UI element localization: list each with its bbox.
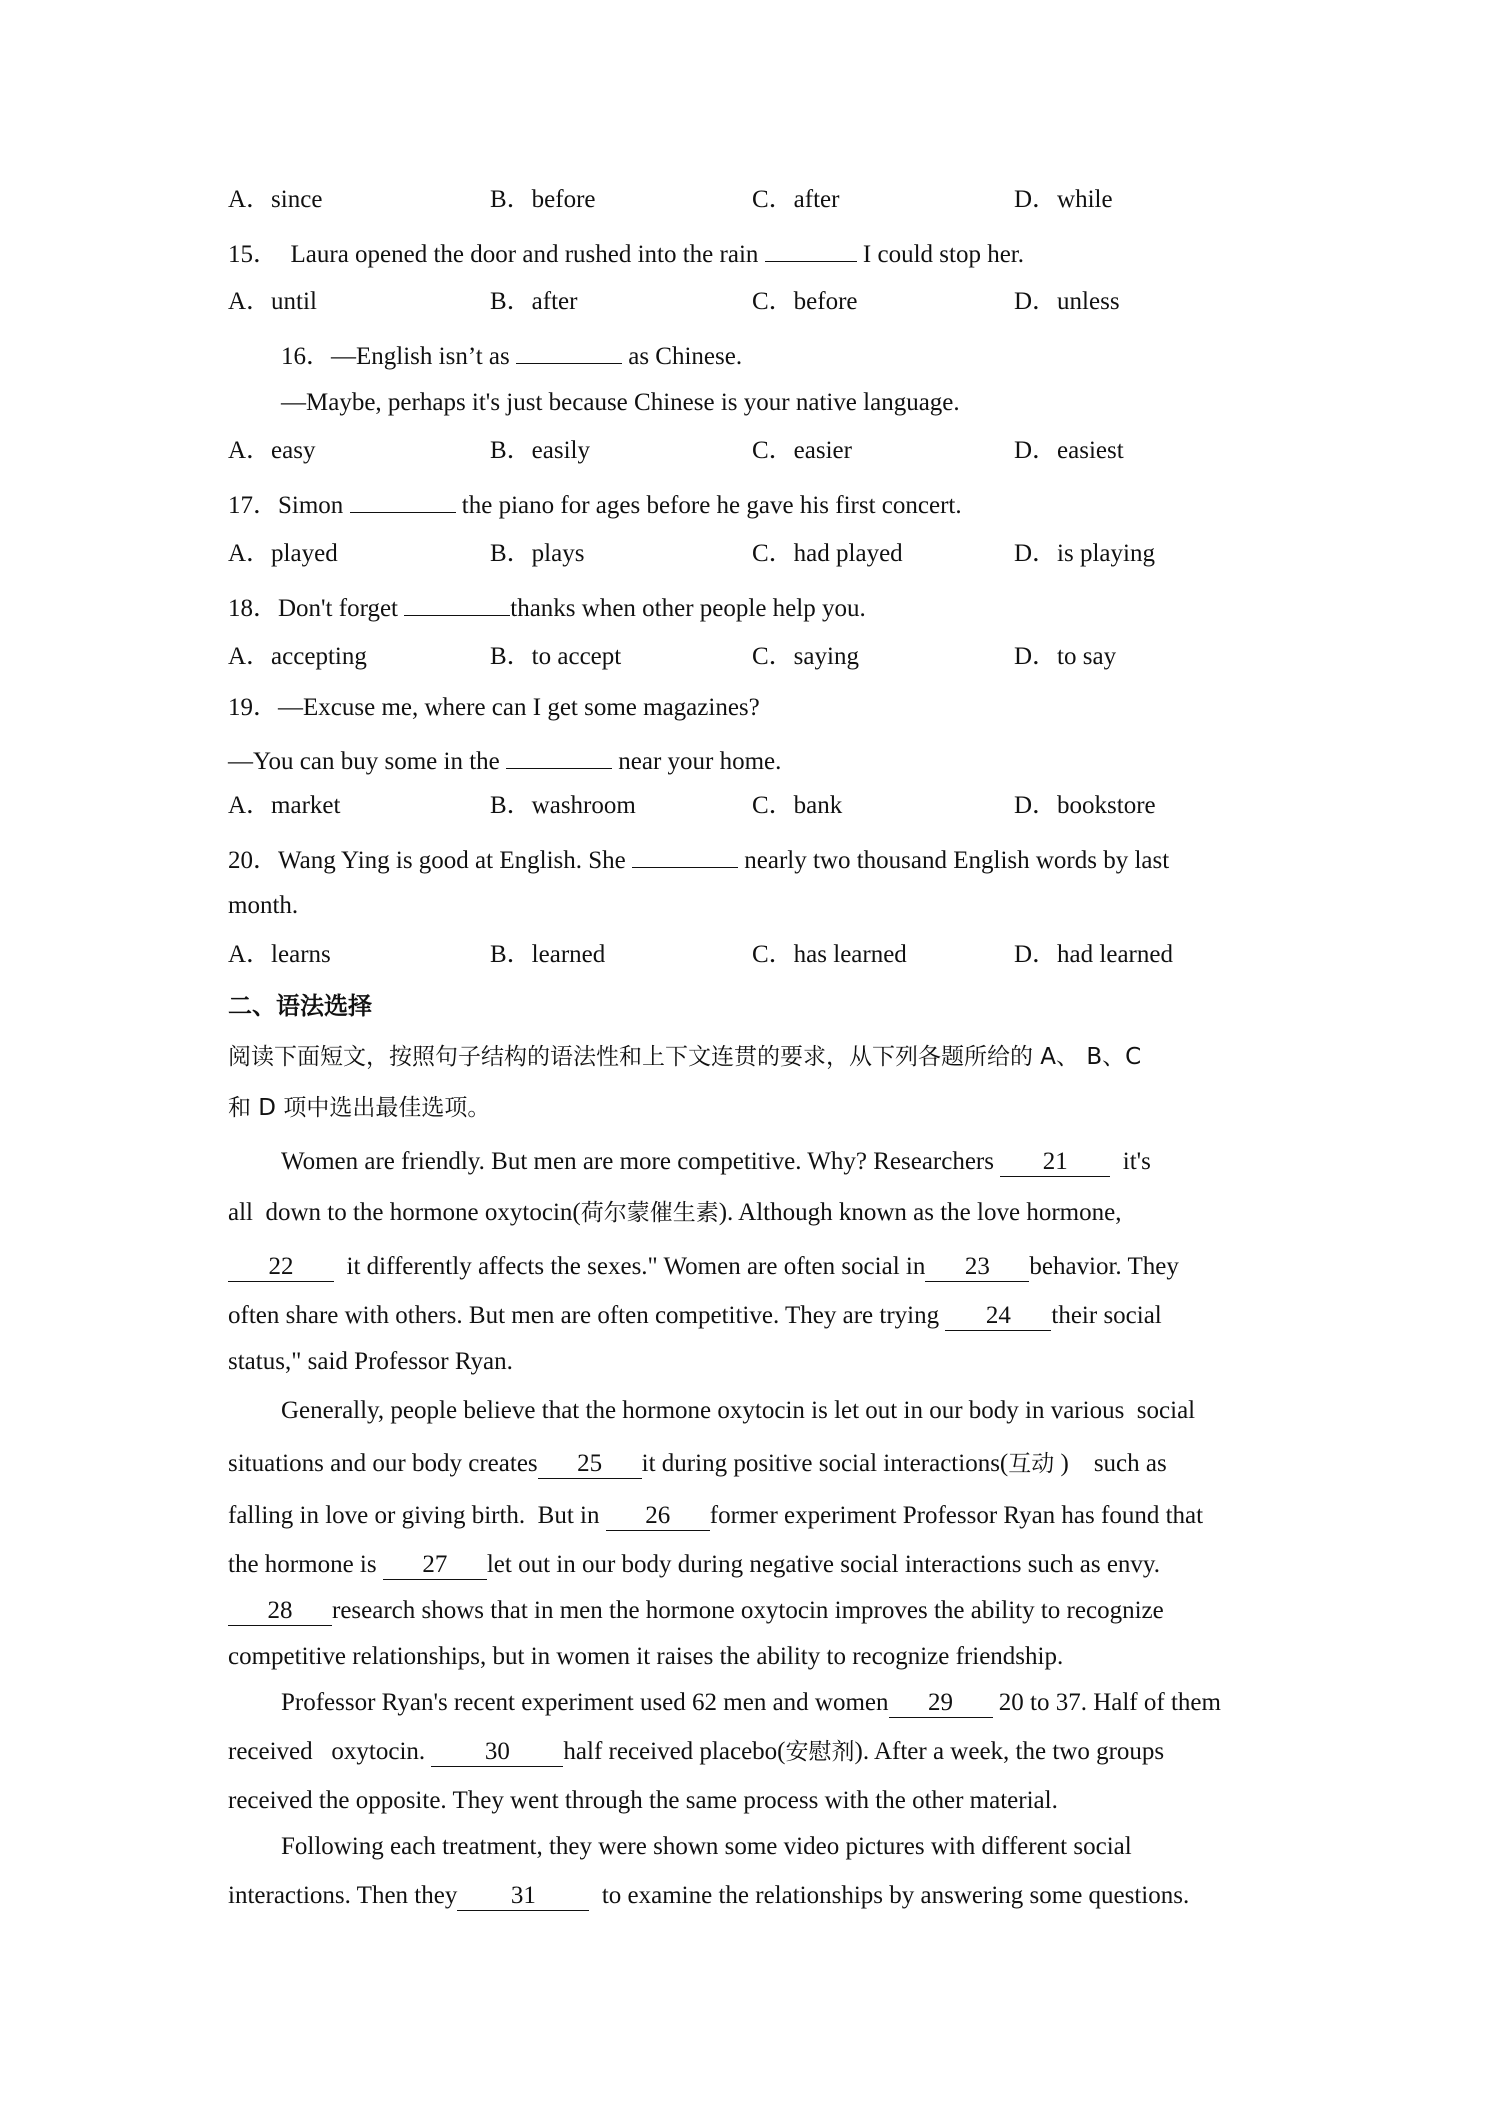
q14-option-b: B．before	[490, 186, 596, 213]
q17-option-b: B．plays	[490, 540, 585, 567]
passage-p1-line-5: status," said Professor Ryan.	[228, 1348, 513, 1375]
blank-25: 25	[538, 1452, 642, 1479]
q18-text-post: thanks when other people help you.	[510, 595, 866, 622]
passage-p3-line-1	[281, 1687, 1221, 1719]
section-instruction-line-1: 阅读下面短文，按照句子结构的语法性和上下文连贯的要求，从下列各题所给的 A、 B、C	[228, 1044, 1142, 1070]
passage-p1-line-2	[228, 1197, 1121, 1229]
passage-p2-line-6: competitive relationships, but in women it raises the ability to recognize friendship.	[228, 1643, 1064, 1670]
q20-option-a: A．learns	[228, 941, 331, 968]
passage-text: research shows that in men the hormone oxytocin improves the ability to recognize	[332, 1597, 1164, 1624]
blank-23: 23	[925, 1255, 1029, 1282]
q19-text-pre: —You can buy some in the	[228, 748, 507, 775]
passage-p2-line-5	[228, 1595, 1164, 1627]
passage-text: it differently affects the sexes." Women are often social in	[334, 1253, 926, 1280]
passage-text: the hormone is	[228, 1551, 383, 1578]
q19-option-c: C．bank	[752, 792, 843, 819]
passage-text: ). After a week, the two groups	[854, 1738, 1165, 1765]
q20-text-post: nearly two thousand English words by last	[738, 847, 1170, 874]
q16-text-pre: 16．—English isn’t as	[281, 343, 516, 370]
q17-text-pre: 17．Simon	[228, 492, 350, 519]
q17-option-c: C．had played	[752, 540, 903, 567]
q15-option-d: D．unless	[1014, 288, 1120, 315]
passage-text: former experiment Professor Ryan has found that	[709, 1502, 1204, 1529]
section-instruction-line-2: 和 D 项中选出最佳选项。	[228, 1095, 491, 1121]
passage-p2-line-3	[228, 1500, 1203, 1532]
blank-30: 30	[431, 1740, 563, 1767]
q15-option-b: B．after	[490, 288, 578, 315]
q17-text-post: the piano for ages before he gave his first concert.	[455, 492, 962, 519]
passage-text: half received placebo(	[563, 1738, 786, 1765]
q16-option-d: D．easiest	[1014, 437, 1124, 464]
q17-option-a: A．played	[228, 540, 338, 567]
passage-p1-line-4	[228, 1300, 1162, 1332]
q18-option-b: B．to accept	[490, 643, 622, 670]
passage-text: situations and our body creates	[228, 1450, 538, 1477]
passage-p2-line-1: Generally, people believe that the hormone oxytocin is let out in our body in various social	[281, 1397, 1196, 1424]
passage-text: behavior. They	[1029, 1253, 1179, 1280]
passage-text: received oxytocin.	[228, 1738, 432, 1765]
passage-text: 20 to 37. Half of them	[992, 1689, 1221, 1716]
blank-29: 29	[889, 1691, 993, 1718]
q16-reply: —Maybe, perhaps it's just because Chinese is your native language.	[281, 389, 960, 416]
q20-option-b: B．learned	[490, 941, 606, 968]
passage-text: Professor Ryan's recent experiment used 62 men and women	[281, 1689, 889, 1716]
passage-text: let out in our body during negative social interactions such as envy.	[486, 1551, 1161, 1578]
passage-p2-line-4	[228, 1549, 1160, 1581]
passage-chinese-gloss: 荷尔蒙催生素	[580, 1200, 719, 1226]
passage-p3-line-2	[228, 1736, 1164, 1768]
passage-p2-line-2	[228, 1448, 1167, 1480]
q20-line-2: month.	[228, 892, 299, 919]
q19-blank	[506, 742, 612, 769]
passage-p1-line-3	[228, 1251, 1179, 1283]
q15-text-pre: 15． Laura opened the door and rushed into the rain	[228, 241, 765, 268]
question-16	[281, 337, 742, 373]
passage-text: falling in love or giving birth. But in	[228, 1502, 606, 1529]
q20-text-pre: 20．Wang Ying is good at English. She	[228, 847, 632, 874]
question-20	[228, 841, 1169, 877]
section-heading: 二、语法选择	[228, 992, 372, 1020]
blank-21: 21	[1000, 1150, 1110, 1177]
q15-option-c: C．before	[752, 288, 858, 315]
q19-reply	[228, 742, 781, 778]
passage-text: often share with others. But men are often competitive. They are trying	[228, 1302, 946, 1329]
q14-option-a: A．since	[228, 186, 323, 213]
passage-text: interactions. Then they	[228, 1882, 458, 1909]
q16-option-b: B．easily	[490, 437, 590, 464]
blank-26: 26	[606, 1504, 710, 1531]
q14-option-c: C．after	[752, 186, 840, 213]
question-17	[228, 486, 962, 522]
q17-option-d: D．is playing	[1014, 540, 1155, 567]
q18-blank	[404, 589, 510, 616]
question-18	[228, 589, 866, 625]
q15-text-post: I could stop her.	[856, 241, 1024, 268]
q18-option-c: C．saying	[752, 643, 859, 670]
passage-text: to examine the relationships by answering some questions.	[589, 1882, 1190, 1909]
blank-27: 27	[383, 1553, 487, 1580]
passage-p1-line-1	[281, 1146, 1151, 1178]
q18-option-a: A．accepting	[228, 643, 367, 670]
q16-option-c: C．easier	[752, 437, 852, 464]
passage-p3-line-3: received the opposite. They went through the same process with the other material.	[228, 1787, 1058, 1814]
question-19: 19．—Excuse me, where can I get some magazines?	[228, 694, 760, 721]
passage-text: Women are friendly. But men are more competitive. Why? Researchers	[281, 1148, 1001, 1175]
passage-p4-line-1: Following each treatment, they were shown some video pictures with different social	[281, 1833, 1132, 1860]
q19-option-b: B．washroom	[490, 792, 636, 819]
passage-chinese-gloss: 安慰剂	[785, 1739, 855, 1765]
question-15	[228, 235, 1024, 271]
q19-option-a: A．market	[228, 792, 341, 819]
passage-text: their social	[1051, 1302, 1162, 1329]
passage-text: ). Although known as the love hormone,	[718, 1199, 1122, 1226]
q15-blank	[765, 235, 857, 262]
blank-31: 31	[457, 1884, 589, 1911]
q18-option-d: D．to say	[1014, 643, 1117, 670]
q20-blank	[632, 841, 738, 868]
blank-22: 22	[228, 1255, 334, 1282]
passage-text: ) such as	[1054, 1450, 1167, 1477]
blank-28: 28	[228, 1599, 332, 1626]
q16-blank	[516, 337, 622, 364]
q15-option-a: A．until	[228, 288, 317, 315]
q17-blank	[350, 486, 456, 513]
q19-option-d: D．bookstore	[1014, 792, 1156, 819]
passage-text: it during positive social interactions(	[641, 1450, 1009, 1477]
passage-text: all down to the hormone oxytocin(	[228, 1199, 581, 1226]
q14-option-d: D．while	[1014, 186, 1113, 213]
q18-text-pre: 18．Don't forget	[228, 595, 405, 622]
q20-option-c: C．has learned	[752, 941, 907, 968]
q16-text-post: as Chinese.	[621, 343, 743, 370]
q19-text-post: near your home.	[612, 748, 782, 775]
passage-chinese-gloss: 互动	[1008, 1451, 1055, 1477]
passage-p4-line-2	[228, 1880, 1189, 1912]
passage-text: it's	[1110, 1148, 1151, 1175]
q16-option-a: A．easy	[228, 437, 316, 464]
q20-option-d: D．had learned	[1014, 941, 1173, 968]
blank-24: 24	[945, 1304, 1051, 1331]
